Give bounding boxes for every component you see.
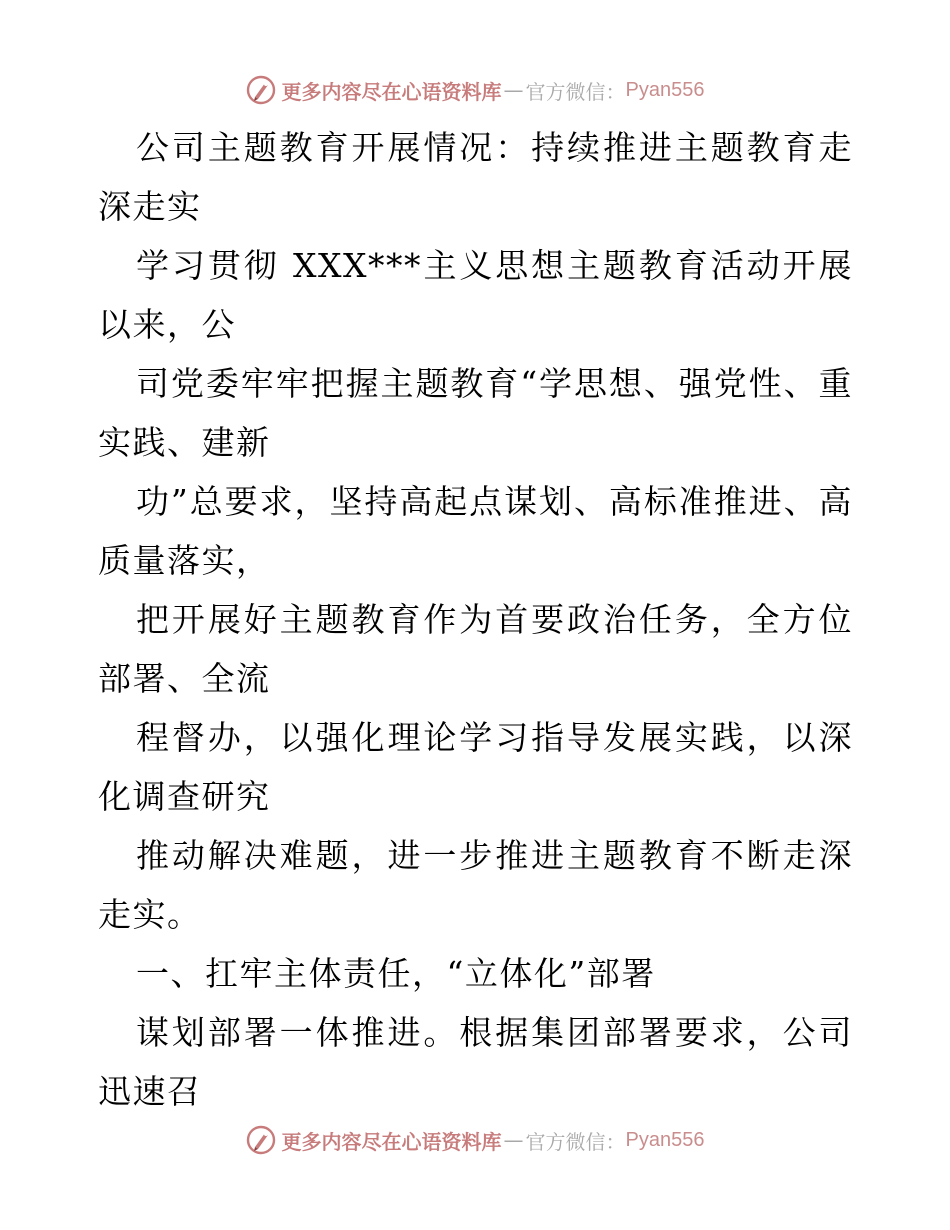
banner-site-name: 更多内容尽在心语资料库 <box>281 79 502 104</box>
banner-separator: — <box>503 1128 524 1152</box>
banner-wechat-label: 官方微信： <box>525 79 626 104</box>
document-body <box>98 118 853 1121</box>
paragraph: 司党委牢牢把握主题教育“学思想、强党性、重实践、建新 <box>98 364 853 462</box>
footer-banner <box>0 1120 950 1160</box>
pen-nib-logo-icon <box>246 75 276 105</box>
paragraph: 学习贯彻 XXX***主义思想主题教育活动开展以来，公 <box>98 246 853 344</box>
banner-separator: — <box>503 78 524 102</box>
banner-wechat-label: 官方微信： <box>525 1129 626 1154</box>
pen-nib-logo-icon <box>246 1125 276 1155</box>
paragraph: 把开展好主题教育作为首要政治任务，全方位部署、全流 <box>98 600 853 698</box>
section-heading: 一、扛牢主体责任，“立体化”部署 <box>136 954 656 993</box>
header-banner <box>0 70 950 110</box>
paragraph: 程督办，以强化理论学习指导发展实践，以深化调查研究 <box>98 718 853 816</box>
document-title: 公司主题教育开展情况：持续推进主题教育走深走实 <box>98 128 853 226</box>
paragraph: 谋划部署一体推进。根据集团部署要求，公司迅速召 <box>98 1013 853 1111</box>
paragraph: 功”总要求，坚持高起点谋划、高标准推进、高质量落实， <box>98 482 853 580</box>
banner-wechat-id: Pyan556 <box>625 78 705 101</box>
paragraph: 推动解决难题，进一步推进主题教育不断走深走实。 <box>98 836 853 934</box>
banner-site-name: 更多内容尽在心语资料库 <box>281 1129 502 1154</box>
banner-wechat-id: Pyan556 <box>625 1128 705 1151</box>
